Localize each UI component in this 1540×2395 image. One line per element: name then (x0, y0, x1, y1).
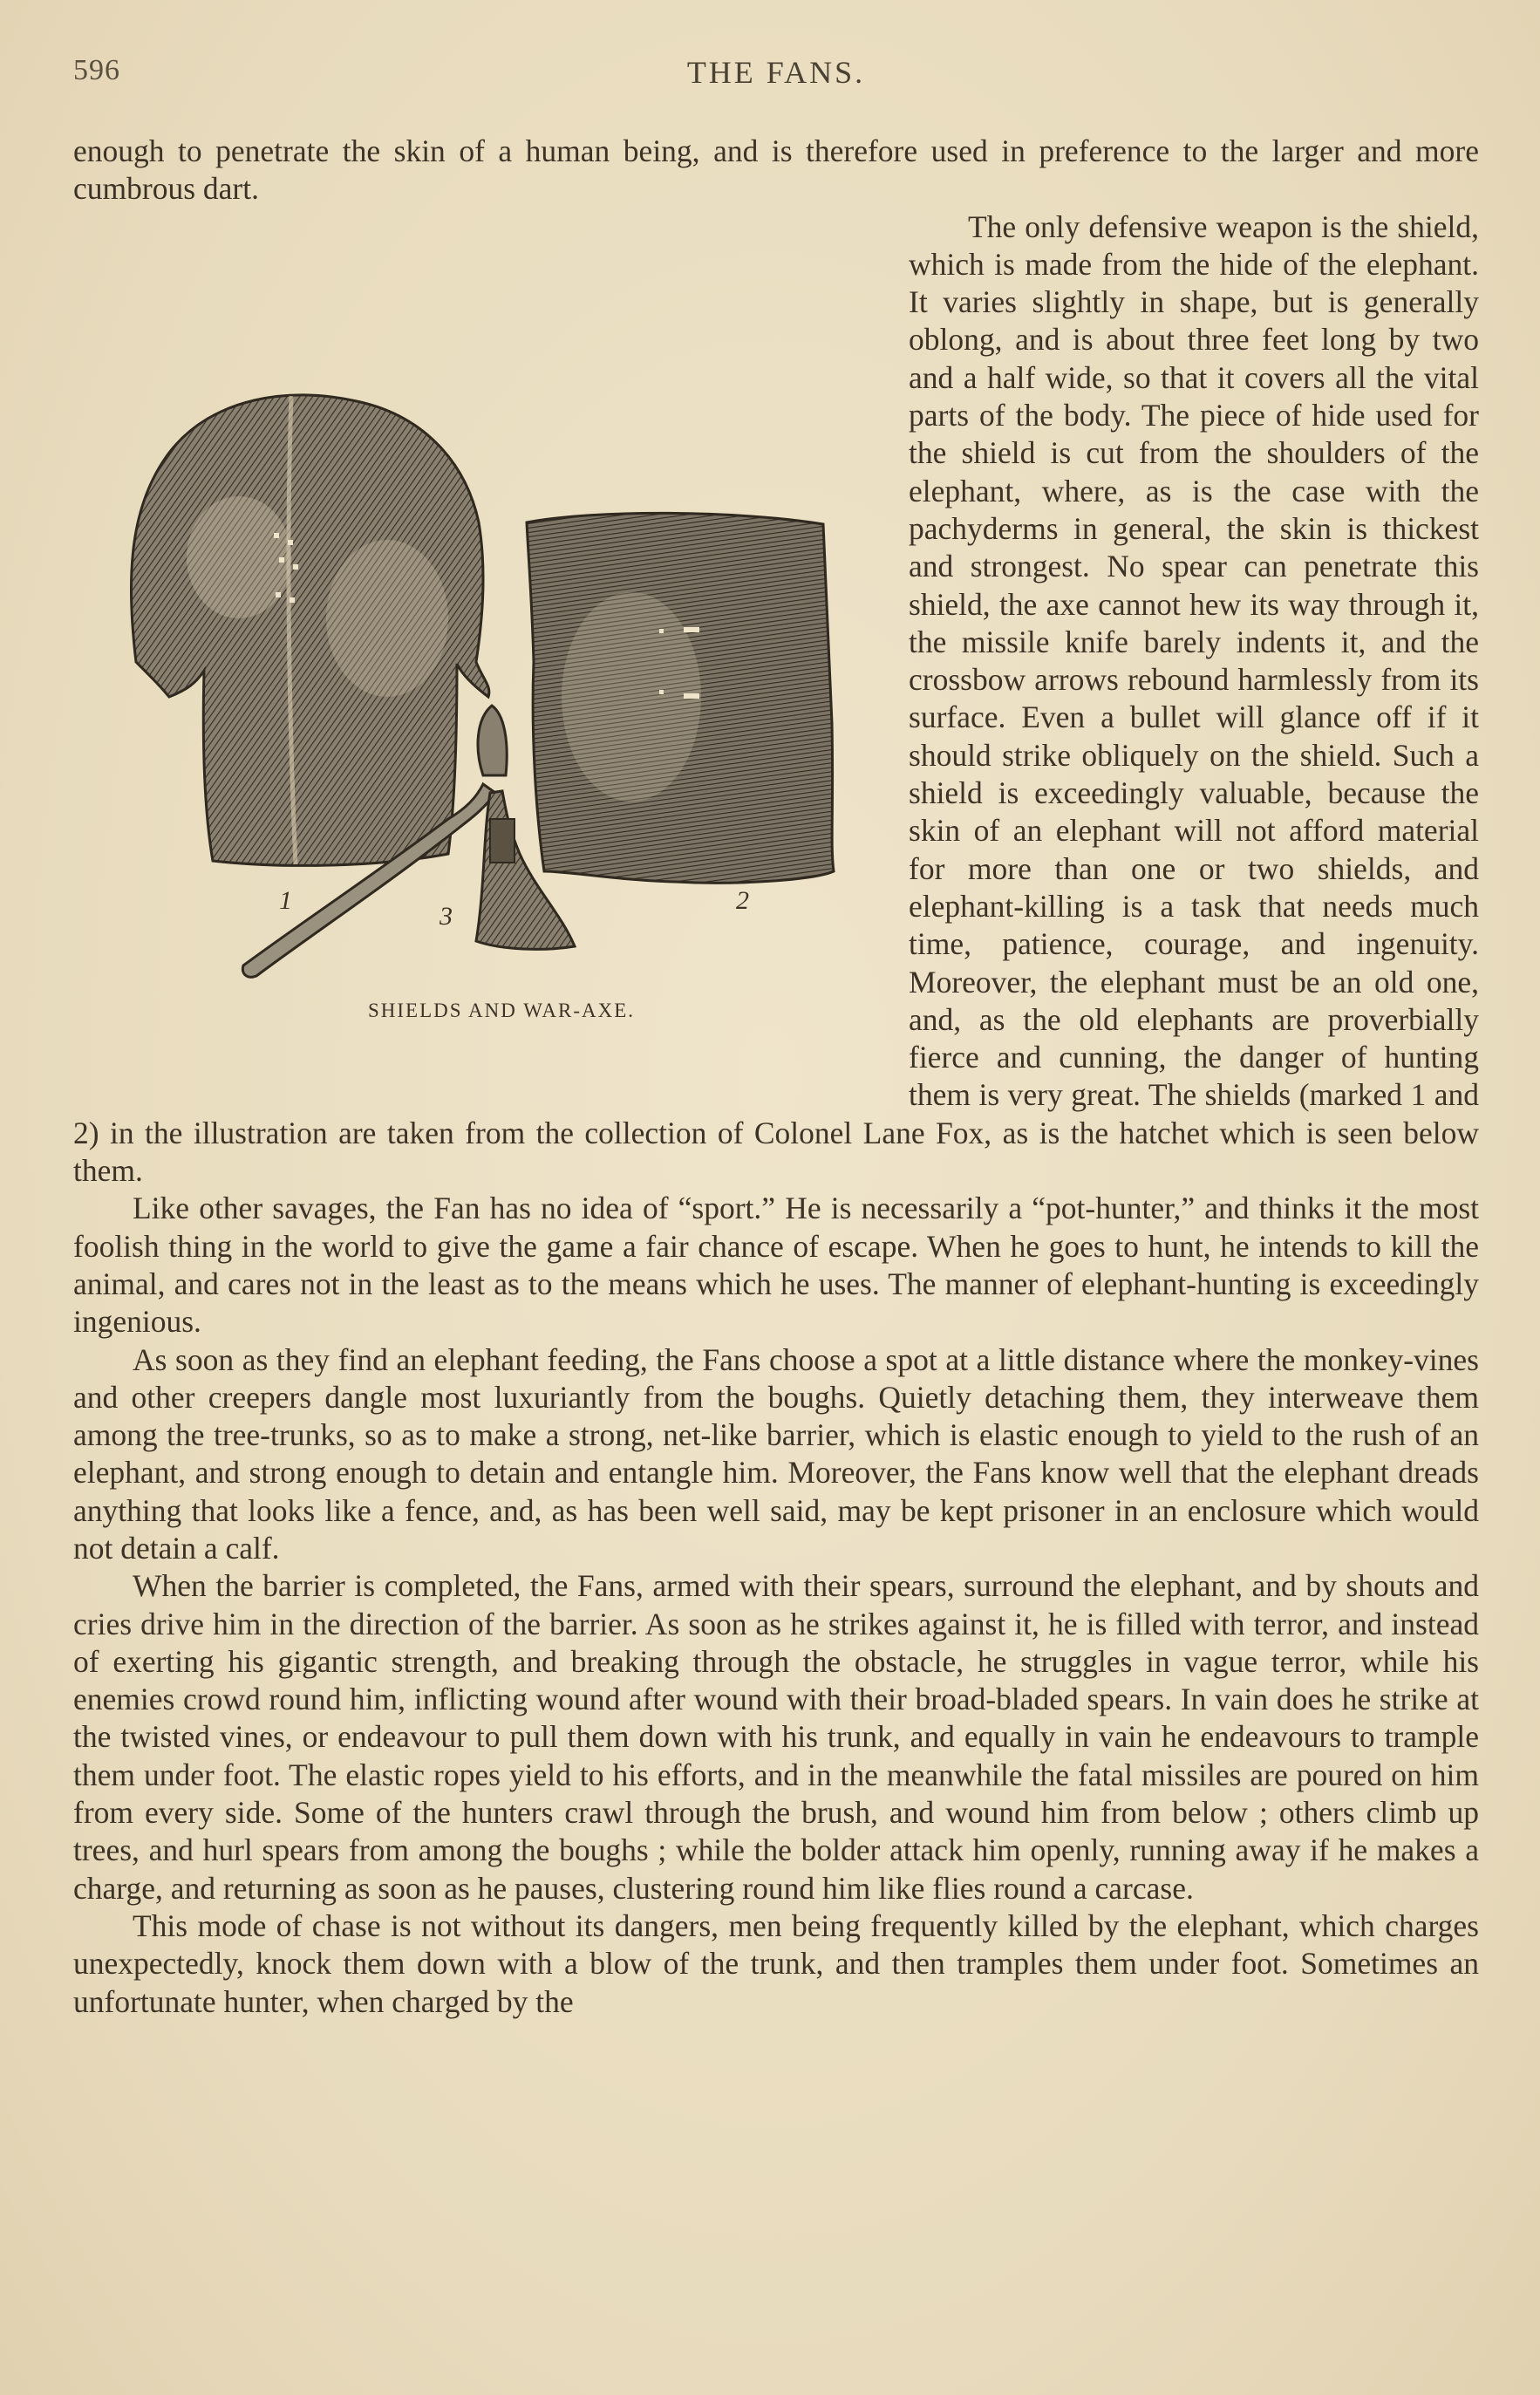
paragraph: This mode of chase is not without its dangers, men being frequently killed by the elephant, which charges unexpectedly, knock them down with a blow of the trunk, and then tramples them under foot. Sometimes an unfortunate hunter, when charged by the (73, 1907, 1479, 2019)
shield-1-icon (131, 394, 489, 864)
paragraph: When the barrier is completed, the Fans, armed with their spears, surround the elephant, and by shouts and cries drive him in the direction of the barrier. As soon as he strikes against it, he is filled with terror, and instead of exerting his gigantic strength, and breaking through the obstacle, he struggles in vague terror, while his enemies crowd round him, inflicting wound after wound with their broad-bladed spears. In vain does he strike at the twisted vines, or endeavour to pull them down with his trunk, and equally in vain he endeavours to trample them under foot. The elastic ropes yield to his efforts, and in the meanwhile the fatal missiles are poured on him from every side. Some of the hunters crawl through the brush, and wound him from below ; others climb up trees, and hurl spears from among the boughs ; while the bolder attack him openly, running away if he makes a charge, and returning as soon as he pauses, clustering round him like flies round a carcase. (73, 1568, 1479, 1906)
engraving (73, 208, 876, 1095)
paragraph-text: The only defensive weapon is the shield, which is made from the hide of the elephant. It varies slightly in shape, but is generally oblong, and is about three feet long by two and a half wide, so that it covers all the vital parts of the body. The piece of hide used for the shield is cut from the shoulders of the elephant, where, as is the case with the pachyderms in general, the skin is thickest and strongest. No spear can penetrate this shield, the axe cannot hew its way through it, the missile knife barely indents it, and the crossbow arrows rebound harmlessly from its surface. Even a bullet will glance off if it should strike obliquely on the shield. Such a shield is exceedingly valuable, because the skin of an elephant will not afford material for more than one or two shields, and elephant-killing is a task that needs much time, patience, courage, and ingenuity. Moreover, the elephant must be an old one, and, as the old elephants are proverbially fierce and cunning, the danger of hunting them is very great. The shields (marked 1 and 2) in the illustration are taken from the collection of Colonel Lane Fox, as is the hatchet which is seen below them. (73, 208, 1479, 1189)
shield-2-icon (527, 513, 834, 883)
page-header (73, 54, 1479, 106)
page-number: 596 (73, 54, 120, 86)
figure-label-2: 2 (736, 885, 749, 915)
running-title: THE FANS. (686, 55, 866, 90)
paragraph: Like other savages, the Fan has no idea of “sport.” He is necessarily a “pot-hunter,” and thinks it the most foolish thing in the world to give the game a fair chance of escape. When he goes to hunt, he intends to kill the animal, and cares not in the least as to the means which he uses. The manner of elephant-hunting is exceedingly ingenious. (73, 1191, 1479, 1340)
body-text (73, 133, 1479, 2021)
paragraph: As soon as they find an elephant feeding, the Fans choose a spot at a little distance where the monkey-vines and other creepers dangle most luxuriantly from the boughs. Quietly detaching them, they interweave them among the tree-trunks, so as to make a strong, net-like barrier, which is elastic enough to yield to the rush of an elephant, and strong enough to detain and entangle him. Moreover, the Fans know well that the elephant dreads anything that looks like a fence, and, as has been well said, may be kept prisoner in an enclosure which would not detain a calf. (73, 1341, 1479, 1566)
illustration-shields-and-war-axe (73, 208, 876, 1095)
paragraph (73, 208, 1479, 1191)
figure-caption: SHIELDS AND WAR-AXE. (368, 999, 635, 1021)
figure-label-3: 3 (440, 901, 453, 931)
paragraph: enough to penetrate the skin of a human being, and is therefore used in preference to the larger and more cumbrous dart. (73, 133, 1479, 207)
figure-label-1: 1 (279, 885, 292, 915)
